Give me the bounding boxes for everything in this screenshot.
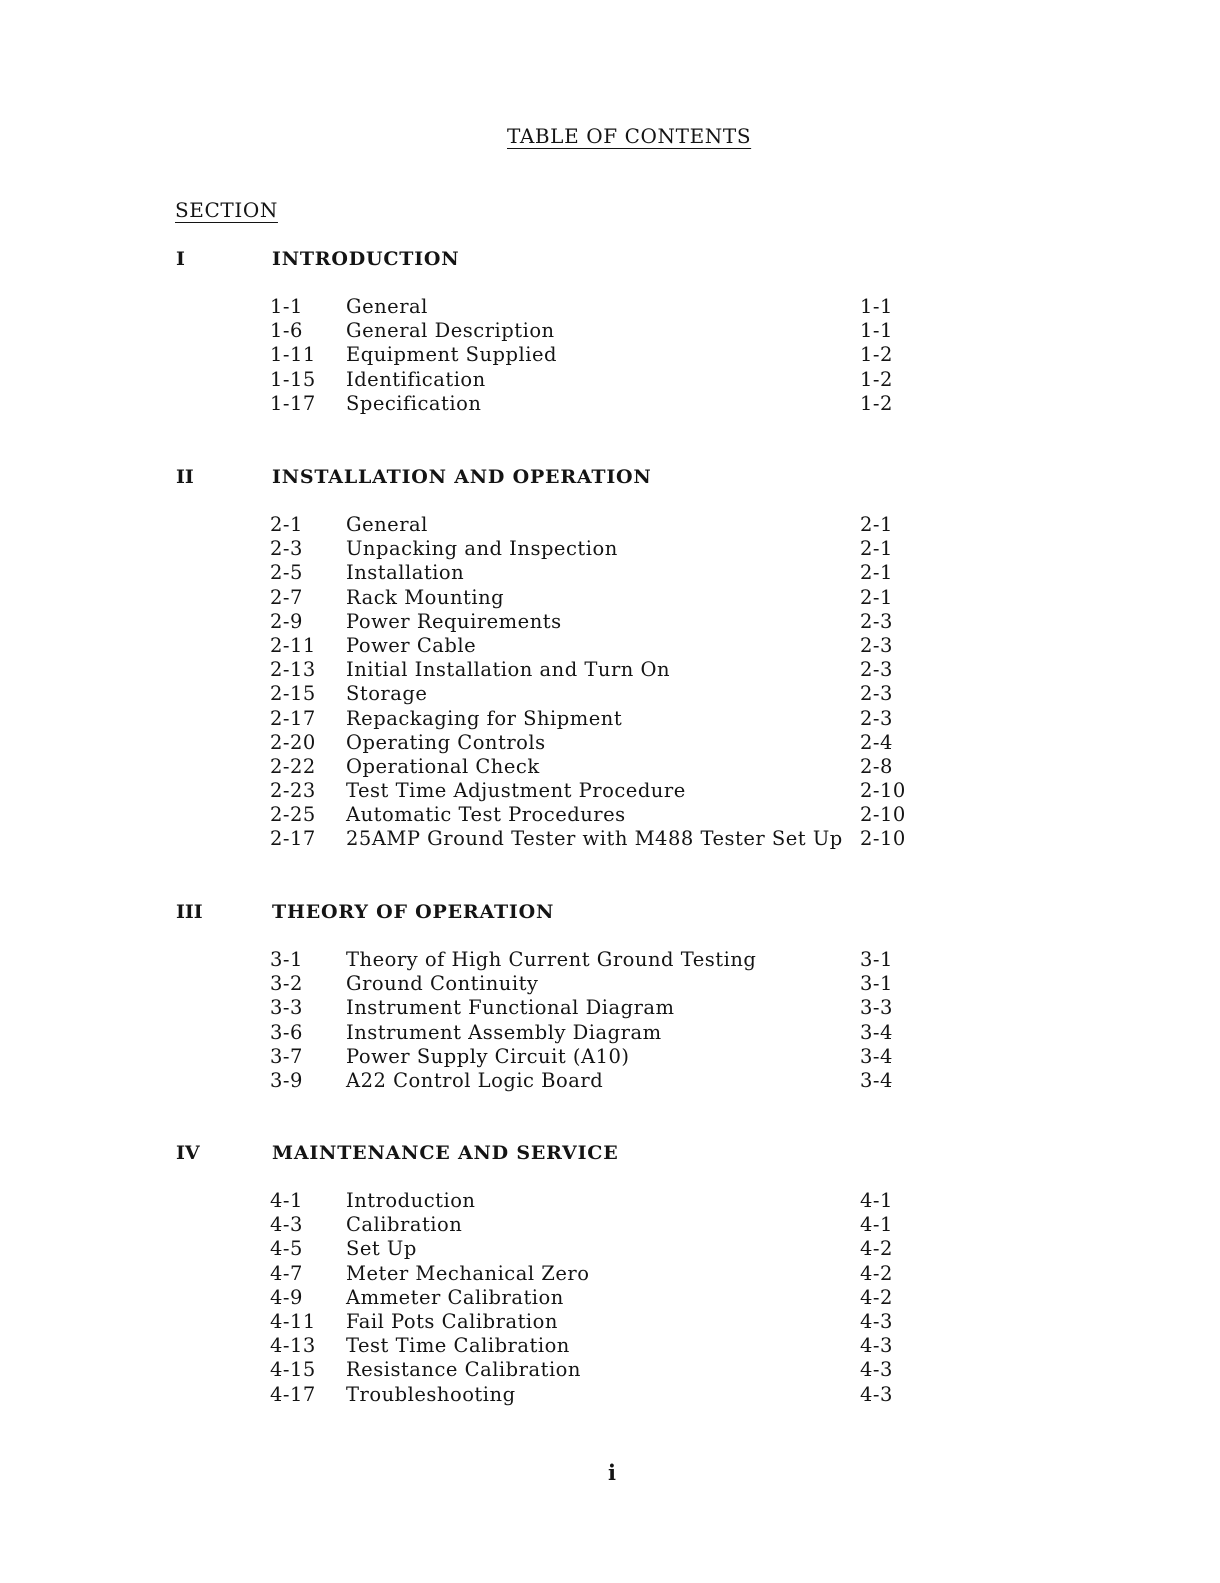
toc-entry[interactable] [270,1383,930,1407]
toc-entry[interactable] [270,561,930,585]
entry-number: 4-5 [270,1237,303,1261]
entry-number: 2-7 [270,585,303,609]
entry-title: Operational Check [346,754,540,778]
entry-page: 3-3 [860,996,893,1020]
entry-number: 1-11 [270,343,316,367]
entry-title: Equipment Supplied [346,343,557,367]
entry-title: Instrument Assembly Diagram [346,1020,662,1044]
section-title: INSTALLATION AND OPERATION [272,466,652,488]
toc-entry[interactable] [270,1237,930,1261]
toc-entry[interactable] [270,779,930,803]
entry-page: 1-1 [860,295,893,318]
entry-page: 2-3 [860,609,893,633]
toc-entry[interactable] [270,1069,930,1093]
entry-page: 4-2 [860,1285,893,1309]
toc-entry[interactable] [270,634,930,658]
toc-entry[interactable] [270,1286,930,1310]
entry-page: 4-3 [860,1358,893,1382]
entry-page: 2-1 [860,561,893,585]
entry-number: 2-17 [270,706,316,730]
toc-entry[interactable] [270,1310,930,1334]
section-number: II [176,466,194,488]
entry-title: Theory of High Current Ground Testing [346,948,757,971]
toc-entry[interactable] [270,1213,930,1237]
entry-title: Test Time Calibration [346,1334,570,1358]
toc-entry[interactable] [270,827,930,851]
entry-page: 2-3 [860,658,893,682]
entry-page: 2-10 [860,827,906,851]
toc-entry[interactable] [270,343,930,367]
entry-page: 3-1 [860,948,893,971]
entry-list [270,948,930,1093]
entry-page: 2-3 [860,706,893,730]
entry-title: A22 Control Logic Board [346,1068,604,1092]
toc-entry[interactable] [270,948,930,972]
section-title: INTRODUCTION [272,248,460,270]
entry-title: General Description [346,319,555,343]
entry-page: 3-4 [860,1044,893,1068]
entry-title: Repackaging for Shipment [346,706,623,730]
entry-title: Resistance Calibration [346,1358,581,1382]
entry-page: 2-10 [860,803,906,827]
entry-title: Unpacking and Inspection [346,537,618,561]
entry-list [270,513,930,852]
entry-title: Introduction [346,1189,476,1212]
section-number: IV [176,1142,200,1164]
entry-page: 1-2 [860,391,893,415]
entry-title: Ammeter Calibration [346,1285,564,1309]
toc-entry[interactable] [270,610,930,634]
entry-list [270,295,930,416]
entry-number: 3-2 [270,972,303,996]
entry-number: 2-9 [270,609,303,633]
toc-entry[interactable] [270,707,930,731]
toc-entry[interactable] [270,513,930,537]
entry-title: Meter Mechanical Zero [346,1261,590,1285]
toc-entry[interactable] [270,755,930,779]
entry-number: 3-1 [270,948,303,971]
entry-title: General [346,513,428,536]
entry-page: 4-3 [860,1382,893,1406]
toc-entry[interactable] [270,1334,930,1358]
entry-title: Fail Pots Calibration [346,1309,558,1333]
entry-number: 3-9 [270,1068,303,1092]
entry-number: 2-13 [270,658,316,682]
toc-entry[interactable] [270,972,930,996]
entry-page: 3-4 [860,1068,893,1092]
entry-number: 4-11 [270,1309,316,1333]
entry-number: 2-23 [270,779,316,803]
toc-entry[interactable] [270,731,930,755]
entry-number: 2-17 [270,827,316,851]
entry-number: 3-6 [270,1020,303,1044]
entry-title: Set Up [346,1237,417,1261]
entry-page: 4-1 [860,1189,893,1212]
entry-title: Identification [346,367,486,391]
section-column-heading: SECTION [175,198,278,222]
entry-title: Automatic Test Procedures [346,803,626,827]
section-title: THEORY OF OPERATION [272,901,555,923]
toc-entry[interactable] [270,319,930,343]
entry-page: 2-1 [860,537,893,561]
entry-page: 2-8 [860,754,893,778]
entry-number: 4-9 [270,1285,303,1309]
entry-title: Troubleshooting [346,1382,516,1406]
entry-number: 2-11 [270,633,316,657]
entry-number: 2-15 [270,682,316,706]
entry-number: 4-13 [270,1334,316,1358]
entry-number: 4-7 [270,1261,303,1285]
entry-title: Instrument Functional Diagram [346,996,675,1020]
toc-entry[interactable] [270,682,930,706]
entry-page: 4-3 [860,1309,893,1333]
toc-entry[interactable] [270,537,930,561]
entry-title: Calibration [346,1213,463,1237]
entry-list [270,1189,930,1407]
toc-entry[interactable] [270,1262,930,1286]
entry-page: 1-1 [860,319,893,343]
entry-number: 1-6 [270,319,303,343]
entry-title: Initial Installation and Turn On [346,658,671,682]
section-title: MAINTENANCE AND SERVICE [272,1142,619,1164]
entry-title: Storage [346,682,428,706]
entry-number: 4-3 [270,1213,303,1237]
toc-entry[interactable] [270,1021,930,1045]
entry-page: 2-3 [860,633,893,657]
toc-entry[interactable] [270,295,930,319]
entry-title: Test Time Adjustment Procedure [346,779,686,803]
toc-entry[interactable] [270,996,930,1020]
entry-page: 2-10 [860,779,906,803]
entry-title: Power Cable [346,633,477,657]
page-number: i [608,1460,616,1485]
toc-entry[interactable] [270,1189,930,1213]
toc-entry[interactable] [270,658,930,682]
entry-page: 1-2 [860,343,893,367]
entry-page: 4-3 [860,1334,893,1358]
toc-entry[interactable] [270,586,930,610]
entry-number: 2-22 [270,754,316,778]
entry-title: Rack Mounting [346,585,505,609]
entry-title: General [346,295,428,318]
entry-page: 2-1 [860,513,893,536]
entry-title: Ground Continuity [346,972,539,996]
entry-number: 4-1 [270,1189,303,1212]
entry-number: 4-15 [270,1358,316,1382]
entry-page: 2-1 [860,585,893,609]
entry-page: 3-1 [860,972,893,996]
entry-title: Specification [346,391,482,415]
entry-number: 1-15 [270,367,316,391]
toc-entry[interactable] [270,803,930,827]
entry-number: 2-25 [270,803,316,827]
entry-number: 2-20 [270,730,316,754]
entry-title: Operating Controls [346,730,546,754]
entry-title: Power Supply Circuit (A10) [346,1044,630,1068]
entry-number: 2-5 [270,561,303,585]
entry-number: 3-3 [270,996,303,1020]
section-number: I [176,248,185,270]
entry-title: Power Requirements [346,609,562,633]
entry-page: 3-4 [860,1020,893,1044]
entry-page: 4-1 [860,1213,893,1237]
page-title: TABLE OF CONTENTS [507,124,752,148]
entry-number: 2-1 [270,513,303,536]
entry-number: 4-17 [270,1382,316,1406]
entry-number: 3-7 [270,1044,303,1068]
entry-page: 1-2 [860,367,893,391]
entry-number: 1-17 [270,391,316,415]
toc-entry[interactable] [270,1358,930,1382]
section-number: III [176,901,203,923]
entry-title: Installation [346,561,465,585]
toc-entry[interactable] [270,1045,930,1069]
entry-page: 4-2 [860,1237,893,1261]
entry-page: 2-4 [860,730,893,754]
entry-title: 25AMP Ground Tester with M488 Tester Set Up [346,827,843,851]
entry-number: 2-3 [270,537,303,561]
entry-number: 1-1 [270,295,303,318]
entry-page: 4-2 [860,1261,893,1285]
toc-entry[interactable] [270,368,930,392]
entry-page: 2-3 [860,682,893,706]
toc-entry[interactable] [270,392,930,416]
